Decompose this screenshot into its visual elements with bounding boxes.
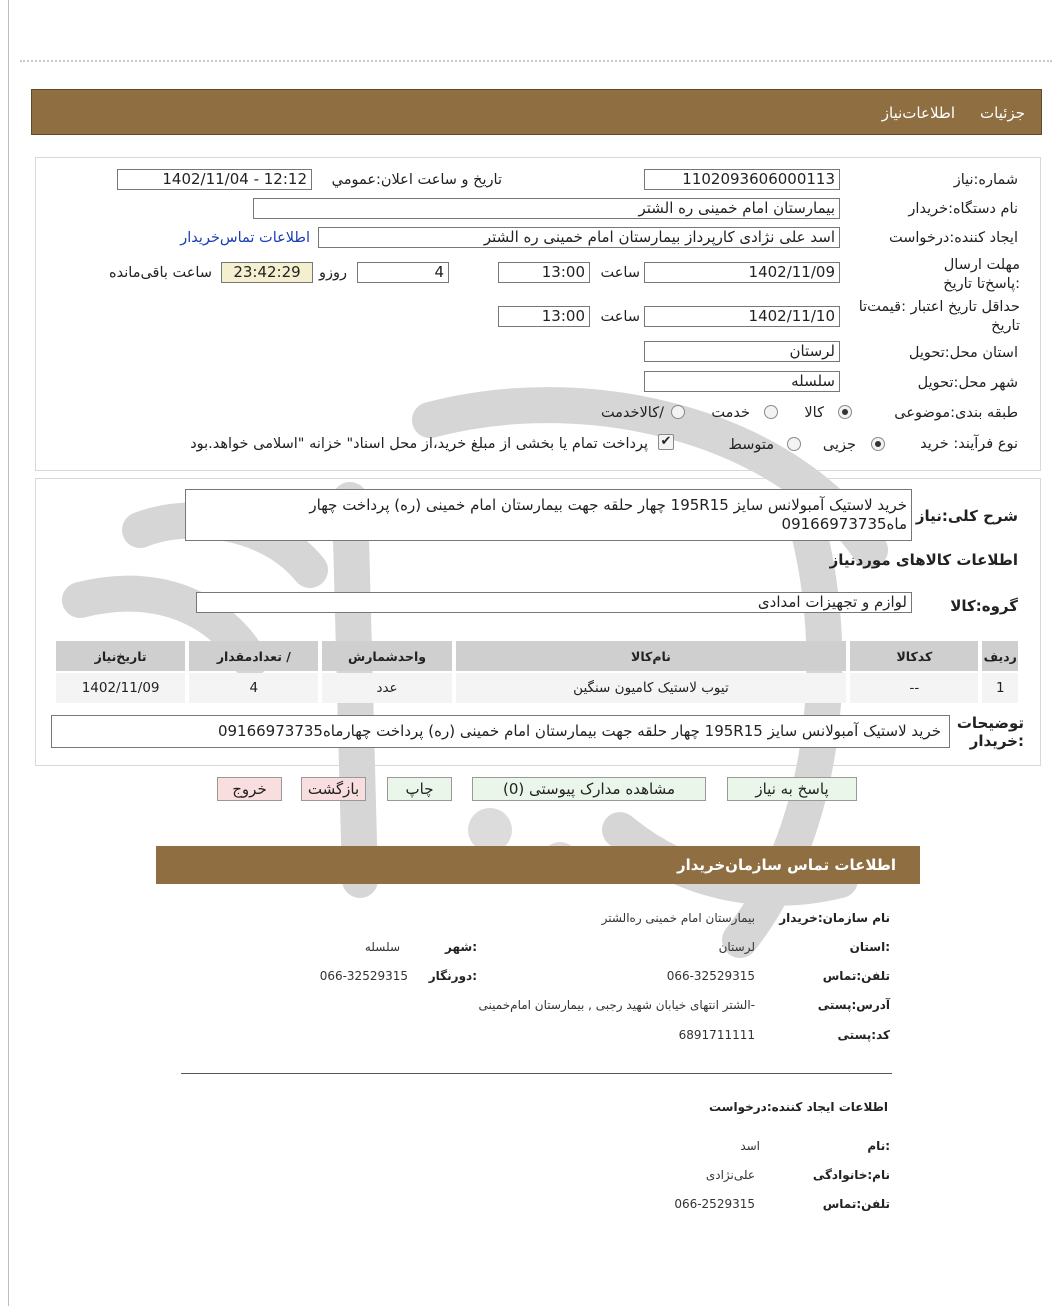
left-border-line <box>8 0 9 1306</box>
contact-city: سلسله <box>364 940 400 954</box>
goods-group-field[interactable]: لوازم و تجهیزات امدادی <box>196 592 912 613</box>
back-button[interactable]: بازگشت <box>301 777 366 801</box>
process-medium-label: متوسط <box>728 437 774 453</box>
contact-province-label: :استان <box>849 940 890 954</box>
top-header-bar <box>31 89 1042 135</box>
reply-time-field[interactable]: 13:00 <box>498 262 590 283</box>
price-time-label: ساعت <box>600 309 640 325</box>
category-goods-service-label: /کالاخدمت <box>600 405 664 421</box>
tab-details[interactable]: جزئیات <box>980 104 1025 122</box>
contact-phone: 066-32529315 <box>666 969 755 983</box>
contact-fax-label: :دورنگار <box>428 969 477 983</box>
announce-field[interactable]: 1402/11/04 - 12:12 <box>117 169 312 190</box>
goods-group-label: گروه:کالا <box>950 597 1018 615</box>
contact-province: لرستان <box>718 940 755 954</box>
announce-label: تاریخ و ساعت اعلان:عمومي <box>331 172 502 188</box>
days-label: روزو <box>318 265 347 281</box>
col-qty: / تعدادمقدار <box>189 641 318 671</box>
table-header-row <box>56 641 1018 671</box>
contact-separator <box>181 1073 892 1074</box>
creator-name-label: :نام <box>867 1139 890 1153</box>
category-service-radio[interactable] <box>764 405 778 419</box>
category-goods-radio[interactable] <box>838 405 852 419</box>
process-label: نوع فرآیند: خرید <box>920 436 1018 452</box>
creator-family: علی‌نژادی <box>705 1168 755 1182</box>
view-attachments-button[interactable]: مشاهده مدارک پیوستی (0) <box>472 777 706 801</box>
contact-header-bar <box>156 846 920 884</box>
price-date-field[interactable]: 1402/11/10 <box>644 306 840 327</box>
col-unit: واحدشمارش <box>322 641 451 671</box>
cell-qty: 4 <box>189 673 318 703</box>
cell-name: تیوب لاستیک کامیون سنگین <box>456 673 847 703</box>
buyer-notes-label: توضیحات :خریدار <box>956 714 1024 750</box>
reply-deadline-label: مهلت ارسال :پاسخ‌تا تاریخ <box>943 257 1020 292</box>
col-code: کدکالا <box>850 641 978 671</box>
col-row: ردیف <box>982 641 1018 671</box>
contact-org: بیمارستان امام خمینی رەالشتر <box>601 911 755 925</box>
treasury-payment-note: پرداخت تمام یا بخشی از مبلغ خرید،از محل اسناد" خزانه "اسلامی خواهد.بود <box>190 436 648 452</box>
reply-date-field[interactable]: 1402/11/09 <box>644 262 840 283</box>
cell-unit: عدد <box>322 673 451 703</box>
category-service-label: خدمت <box>711 405 750 421</box>
process-minor-radio[interactable] <box>871 437 885 451</box>
creator-name: اسد <box>740 1139 760 1153</box>
category-goods-label: کالا <box>804 405 824 421</box>
contact-city-label: :شهر <box>445 940 477 954</box>
contact-postal-label: کد:پستی <box>837 1028 890 1042</box>
contact-postal: 6891711111 <box>678 1028 755 1042</box>
days-field[interactable]: 4 <box>357 262 449 283</box>
goods-info-title: اطلاعات کالاهای موردنیاز <box>829 551 1018 569</box>
creator-family-label: نام:خانوادگی <box>812 1168 890 1182</box>
city-label: شهر محل:تحویل <box>917 375 1018 391</box>
general-desc-label: شرح کلی:نیاز <box>915 507 1018 525</box>
col-date: تاریخ‌نیاز <box>56 641 185 671</box>
contact-fax: 066-32529315 <box>319 969 408 983</box>
print-button[interactable]: چاپ <box>387 777 452 801</box>
need-no-field[interactable]: 1102093606000113 <box>644 169 840 190</box>
cell-date: 1402/11/09 <box>56 673 185 703</box>
category-label: طبقه بندی:موضوعی <box>894 405 1018 421</box>
contact-phone-label: تلفن:تماس <box>822 969 890 983</box>
need-no-label: شماره:نیاز <box>953 172 1018 188</box>
creator-phone-label: تلفن:تماس <box>822 1197 890 1211</box>
dotted-divider <box>20 60 1052 62</box>
creator-phone: 066-2529315 <box>674 1197 755 1211</box>
price-time-field[interactable]: 13:00 <box>498 306 590 327</box>
reply-button[interactable]: پاسخ به نیاز <box>727 777 857 801</box>
tab-need-info[interactable]: اطلاعات‌نیاز <box>881 104 955 122</box>
buyer-org-field[interactable]: بیمارستان امام خمینی ره الشتر <box>253 198 840 219</box>
creator-field[interactable]: اسد علی نژادی کارپرداز بیمارستان امام خمینی ره الشتر <box>318 227 840 248</box>
table-row <box>56 673 1018 703</box>
buyer-org-label: نام دستگاه:خریدار <box>908 201 1018 217</box>
contact-title: اطلاعات تماس سازمان‌خریدار <box>676 856 896 874</box>
treasury-payment-checkbox[interactable]: ✔ <box>658 434 674 450</box>
process-minor-label: جزیی <box>822 437 856 453</box>
category-goods-service-radio[interactable] <box>671 405 685 419</box>
province-field[interactable]: لرستان <box>644 341 840 362</box>
province-label: استان محل:تحویل <box>908 345 1018 361</box>
exit-button[interactable]: خروج <box>217 777 282 801</box>
general-desc-field[interactable]: خرید لاستیک آمبولانس سایز 195R15 چهار حلقه جهت بیمارستان امام خمینی (ره) پرداخت چهار ماه09166973735 <box>185 489 912 541</box>
buyer-contact-link[interactable]: اطلاعات تماس‌خریدار <box>180 230 310 246</box>
price-validity-label: حداقل تاریخ اعتبار :قیمت‌تا تاریخ <box>858 299 1020 334</box>
goods-table <box>52 639 1022 705</box>
buyer-notes-field[interactable]: خرید لاستیک آمبولانس سایز 195R15 چهار حلقه جهت بیمارستان امام خمینی (ره) پرداخت چهارماه09166973735 <box>51 715 950 748</box>
contact-address: -الشتر انتهای خیابان شهید رجبی , بیمارستان امام‌خمینی <box>478 998 755 1012</box>
remaining-time: 23:42:29 <box>221 262 313 283</box>
city-field[interactable]: سلسله <box>644 371 840 392</box>
creator-label: ایجاد کننده:درخواست <box>889 230 1018 246</box>
reply-time-label: ساعت <box>600 265 640 281</box>
process-medium-radio[interactable] <box>787 437 801 451</box>
cell-row: 1 <box>982 673 1018 703</box>
contact-address-label: آدرس:پستی <box>817 998 890 1012</box>
creator-info-title: اطلاعات ایجاد کننده:درخواست <box>708 1100 888 1114</box>
cell-code: -- <box>850 673 978 703</box>
contact-org-label: نام سازمان:خریدار <box>779 911 890 925</box>
col-name: نام‌کالا <box>456 641 847 671</box>
remaining-label: ساعت باقی‌مانده <box>109 265 212 281</box>
